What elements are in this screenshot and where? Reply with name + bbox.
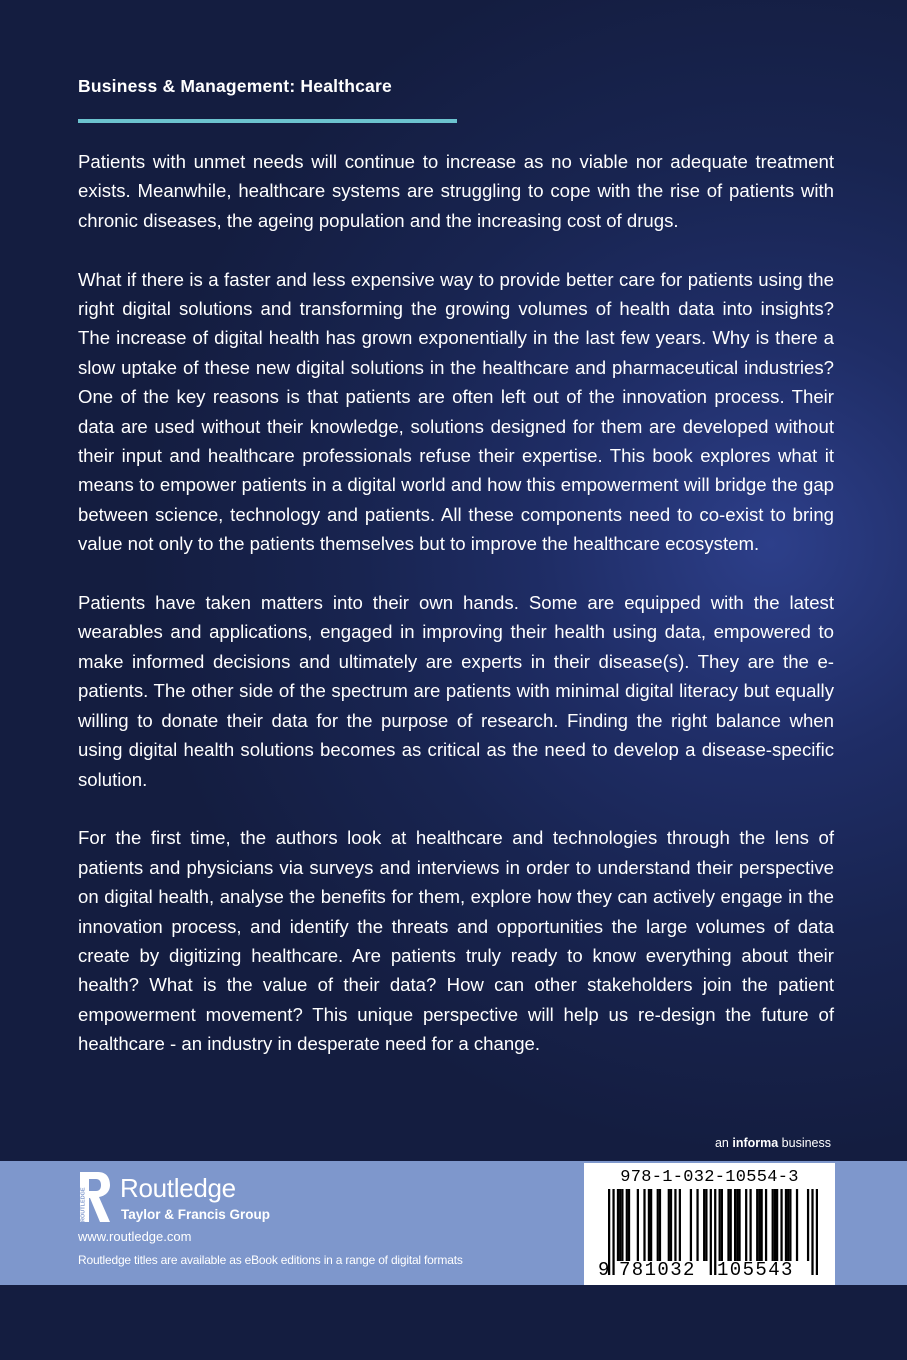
barcode-bar	[619, 1189, 621, 1261]
ean-left-group: 781032	[619, 1259, 696, 1281]
barcode-bar	[745, 1189, 747, 1261]
barcode-bar	[617, 1189, 619, 1261]
barcode-bar	[756, 1189, 758, 1261]
barcode-bar	[761, 1189, 763, 1261]
barcode-bar	[811, 1189, 813, 1275]
barcode-bar	[705, 1189, 707, 1261]
barcode-bar	[648, 1189, 650, 1261]
barcode-bar	[749, 1189, 751, 1261]
ean-right-group: 105543	[717, 1259, 794, 1281]
barcode-bar	[670, 1189, 672, 1261]
barcode-bar	[674, 1189, 676, 1261]
ean-lead-digit: 9	[598, 1259, 610, 1281]
barcode-bar	[789, 1189, 791, 1261]
barcode-bar	[774, 1189, 776, 1261]
series-category: Business & Management: Healthcare	[78, 76, 392, 96]
ebook-availability-note: Routledge titles are available as eBook editions in a range of digital formats	[78, 1253, 463, 1267]
informa-tagline	[715, 1136, 831, 1150]
tagline-suffix: business	[778, 1136, 831, 1150]
barcode-bar	[785, 1189, 787, 1261]
barcode-bar	[628, 1189, 630, 1261]
svg-text:ROUTLEDGE: ROUTLEDGE	[80, 1187, 87, 1222]
publisher-name: Routledge	[120, 1173, 236, 1203]
barcode-bar	[730, 1189, 732, 1261]
barcode-bar	[719, 1189, 721, 1261]
barcode-bar	[637, 1189, 639, 1261]
barcode-bar	[721, 1189, 723, 1261]
barcode-bar	[765, 1189, 767, 1261]
barcode-bar	[736, 1189, 738, 1261]
barcode-bar	[643, 1189, 645, 1261]
publisher-group: Taylor & Francis Group	[121, 1207, 271, 1222]
barcode-bar	[621, 1189, 623, 1261]
barcode-bar	[668, 1189, 670, 1261]
barcode-bar	[816, 1189, 818, 1275]
barcode-bar	[776, 1189, 778, 1261]
barcode-bar	[780, 1189, 782, 1261]
barcode-bar	[807, 1189, 809, 1261]
description-paragraph-3: Patients have taken matters into their own hands. Some are equipped with the latest wearables and applications, engaged in improving their health using data, empowered to make informed decisions and ultimately are experts in their disease(s). They are the e-patients. The other side of the spectrum are patients with minimal digital literacy but equally willing to donate their data for the purpose of research. Finding the right balance when using digital health solutions becomes as critical as the need to develop a disease-specific solution.	[78, 592, 834, 790]
barcode-bar	[657, 1189, 659, 1261]
back-cover-description	[78, 147, 834, 1088]
isbn-label: 978-1-032-10554-3	[620, 1168, 799, 1187]
description-paragraph-2: What if there is a faster and less expensive way to provide better care for patients using the right digital solutions and transforming the growing volumes of health data into insights? The increase of digital health has grown exponentially in the last few years. Why is there a slow uptake of these new digital solutions in the healthcare and pharmaceutical industries? One of the key reasons is that patients are often left out of the innovation process. Their data are used without their knowledge, solutions designed for them are developed without their input and healthcare professionals refuse their expertise. This book explores what it means to empower patients in a digital world and how this empowerment will bridge the gap between science, technology and patients. All these components need to co-exist to bring value not only to the patients themselves but to improve the healthcare ecosystem.	[78, 268, 834, 555]
barcode-bar	[626, 1189, 628, 1261]
tagline-prefix: an	[714, 1136, 733, 1150]
barcode-bar	[727, 1189, 729, 1261]
isbn-barcode	[584, 1163, 835, 1285]
barcode-bar	[710, 1189, 712, 1275]
barcode-bar	[696, 1189, 698, 1261]
publisher-website-link[interactable]: www.routledge.com	[78, 1229, 192, 1244]
barcode-bar	[612, 1189, 614, 1275]
description-paragraph-1: Patients with unmet needs will continue to increase as no viable nor adequate treatment exists. Meanwhile, healthcare systems are struggling to cope with the rise of patients with chronic diseases, the ageing population and the increasing cost of drugs.	[78, 151, 834, 231]
barcode-bar	[703, 1189, 705, 1261]
barcode-bar	[772, 1189, 774, 1261]
routledge-logo-icon	[78, 1170, 112, 1224]
category-rule	[78, 119, 457, 123]
barcode-bar	[659, 1189, 661, 1261]
description-paragraph-4: For the first time, the authors look at healthcare and technologies through the lens of patients and physicians via surveys and interviews in order to understand their perspective on digital health, analyse the benefits for them, explore how they can actively engage in the innovation process, and identify the threats and opportunities the large volumes of data create by digitizing healthcare. Are patients truly ready to know everything about their health? What is the value of their data? How can other stakeholders join the patient empowerment movement? This unique perspective will help us re-design the future of healthcare - an industry in desperate need for a change.	[78, 827, 834, 1055]
barcode-bar	[758, 1189, 760, 1261]
barcode-bar	[650, 1189, 652, 1261]
barcode-bar	[787, 1189, 789, 1261]
barcode-bar	[738, 1189, 740, 1261]
tagline-brand: informa	[732, 1136, 779, 1150]
barcode-bar	[690, 1189, 692, 1261]
barcode-bar	[679, 1189, 681, 1261]
barcode-bar	[734, 1189, 736, 1261]
barcode-bar	[796, 1189, 798, 1261]
